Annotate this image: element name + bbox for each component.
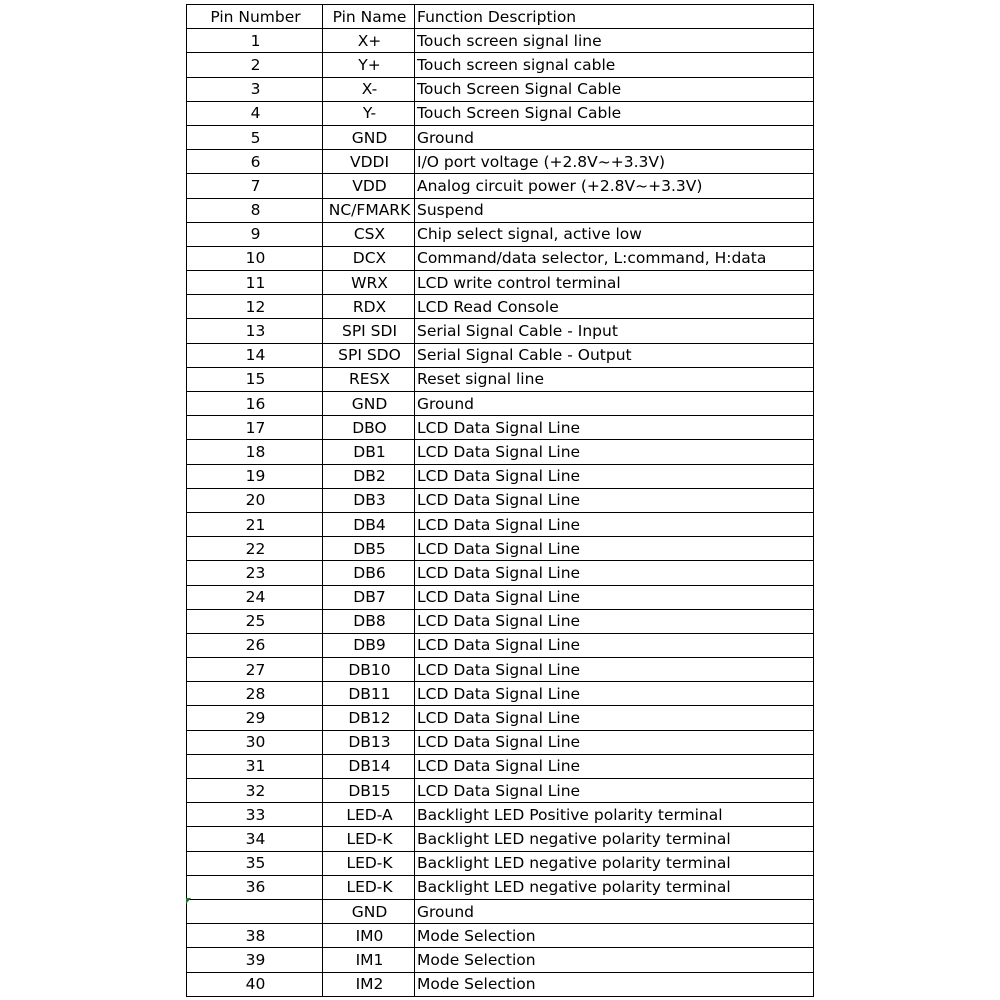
pin-number-cell: 30 [187,730,323,754]
function-description-cell: Touch screen signal cable [415,53,814,77]
table-row [187,174,814,198]
function-description-cell: Reset signal line [415,367,814,391]
function-description-cell: Touch Screen Signal Cable [415,77,814,101]
pin-name-cell: DB15 [323,779,415,803]
function-description-cell: Mode Selection [415,972,814,996]
pin-name-cell: RESX [323,367,415,391]
pin-name-cell: DBO [323,416,415,440]
table-row [187,972,814,996]
table-row [187,875,814,899]
pin-number-cell [187,899,323,923]
table-row [187,827,814,851]
table-row [187,343,814,367]
pin-name-cell: VDD [323,174,415,198]
header-row [187,5,814,29]
pin-name-cell: LED-K [323,827,415,851]
header-pin-name: Pin Name [323,5,415,29]
pin-number-cell: 15 [187,367,323,391]
function-description-cell: Analog circuit power (+2.8V~+3.3V) [415,174,814,198]
pin-name-cell: DB1 [323,440,415,464]
function-description-cell: LCD Data Signal Line [415,537,814,561]
pin-number-cell: 2 [187,53,323,77]
table-row [187,899,814,923]
function-description-cell: LCD Data Signal Line [415,682,814,706]
pin-name-cell: DB11 [323,682,415,706]
table-row [187,440,814,464]
table-row [187,537,814,561]
table-row [187,658,814,682]
pin-name-cell: DB8 [323,609,415,633]
pin-number-cell: 32 [187,779,323,803]
function-description-cell: Backlight LED negative polarity terminal [415,827,814,851]
table-body [187,29,814,997]
function-description-cell: LCD Data Signal Line [415,706,814,730]
pin-number-cell: 18 [187,440,323,464]
table-row [187,803,814,827]
function-description-cell: LCD Data Signal Line [415,488,814,512]
pin-name-cell: IM1 [323,948,415,972]
pin-name-cell: VDDI [323,150,415,174]
pin-number-cell: 22 [187,537,323,561]
table-row [187,319,814,343]
pin-number-cell: 26 [187,633,323,657]
table-row [187,246,814,270]
function-description-cell: LCD Data Signal Line [415,633,814,657]
pin-name-cell: LED-K [323,851,415,875]
table-row [187,924,814,948]
pin-name-cell: DB6 [323,561,415,585]
pin-name-cell: IM2 [323,972,415,996]
pin-number-cell: 17 [187,416,323,440]
pin-name-cell: LED-A [323,803,415,827]
pin-name-cell: GND [323,899,415,923]
function-description-cell: Backlight LED negative polarity terminal [415,851,814,875]
table-row [187,585,814,609]
table-row [187,29,814,53]
pin-number-cell: 16 [187,392,323,416]
table-row [187,125,814,149]
pin-name-cell: Y- [323,101,415,125]
pin-number-cell: 20 [187,488,323,512]
function-description-cell: LCD write control terminal [415,271,814,295]
function-description-cell: Suspend [415,198,814,222]
pin-number-cell: 23 [187,561,323,585]
pin-number-cell: 36 [187,875,323,899]
function-description-cell: Backlight LED Positive polarity terminal [415,803,814,827]
function-description-cell: Serial Signal Cable - Input [415,319,814,343]
pin-name-cell: DB4 [323,512,415,536]
function-description-cell: Backlight LED negative polarity terminal [415,875,814,899]
function-description-cell: Mode Selection [415,948,814,972]
pin-name-cell: DB7 [323,585,415,609]
pin-number-cell: 10 [187,246,323,270]
table-row [187,222,814,246]
pin-name-cell: X- [323,77,415,101]
pin-name-cell: DB3 [323,488,415,512]
function-description-cell: LCD Data Signal Line [415,464,814,488]
table-row [187,53,814,77]
function-description-cell: I/O port voltage (+2.8V~+3.3V) [415,150,814,174]
function-description-cell: LCD Data Signal Line [415,754,814,778]
pin-name-cell: IM0 [323,924,415,948]
pin-name-cell: GND [323,125,415,149]
pin-table [186,4,814,997]
pin-number-cell: 14 [187,343,323,367]
pin-number-cell: 1 [187,29,323,53]
function-description-cell: Touch screen signal line [415,29,814,53]
pin-name-cell: GND [323,392,415,416]
function-description-cell: LCD Data Signal Line [415,561,814,585]
table-row [187,948,814,972]
pin-name-cell: DB2 [323,464,415,488]
pin-number-cell: 31 [187,754,323,778]
function-description-cell: LCD Data Signal Line [415,658,814,682]
pin-number-cell: 28 [187,682,323,706]
table-row [187,392,814,416]
pin-name-cell: DB12 [323,706,415,730]
pin-name-cell: LED-K [323,875,415,899]
pin-number-cell: 33 [187,803,323,827]
pin-name-cell: DB10 [323,658,415,682]
pin-number-cell: 38 [187,924,323,948]
table-row [187,754,814,778]
table-row [187,488,814,512]
function-description-cell: Ground [415,125,814,149]
table-row [187,416,814,440]
pin-number-cell: 5 [187,125,323,149]
cell-corner-marker [186,898,191,904]
pin-number-cell: 25 [187,609,323,633]
pin-name-cell: X+ [323,29,415,53]
table-row [187,609,814,633]
pin-name-cell: DB5 [323,537,415,561]
pin-name-cell: DB13 [323,730,415,754]
pin-number-cell: 29 [187,706,323,730]
pin-number-cell: 34 [187,827,323,851]
pin-name-cell: WRX [323,271,415,295]
pin-name-cell: SPI SDO [323,343,415,367]
pin-name-cell: CSX [323,222,415,246]
pin-number-cell: 40 [187,972,323,996]
table-row [187,851,814,875]
pin-name-cell: SPI SDI [323,319,415,343]
pin-number-cell: 8 [187,198,323,222]
pin-name-cell: RDX [323,295,415,319]
table-row [187,561,814,585]
pin-number-cell: 12 [187,295,323,319]
table-row [187,101,814,125]
pin-number-cell: 7 [187,174,323,198]
function-description-cell: LCD Data Signal Line [415,609,814,633]
function-description-cell: Serial Signal Cable - Output [415,343,814,367]
function-description-cell: Chip select signal, active low [415,222,814,246]
header-function-description: Function Description [415,5,814,29]
pin-number-cell: 6 [187,150,323,174]
function-description-cell: LCD Read Console [415,295,814,319]
function-description-cell: LCD Data Signal Line [415,779,814,803]
table-row [187,730,814,754]
pin-number-cell: 27 [187,658,323,682]
function-description-cell: LCD Data Signal Line [415,585,814,609]
table-row [187,150,814,174]
table-row [187,633,814,657]
pin-name-cell: DB9 [323,633,415,657]
function-description-cell: LCD Data Signal Line [415,416,814,440]
pin-name-cell: Y+ [323,53,415,77]
pin-name-cell: NC/FMARK [323,198,415,222]
function-description-cell: Command/data selector, L:command, H:data [415,246,814,270]
function-description-cell: LCD Data Signal Line [415,512,814,536]
pin-name-cell: DCX [323,246,415,270]
pin-number-cell: 21 [187,512,323,536]
pin-number-cell: 19 [187,464,323,488]
table-row [187,198,814,222]
pin-number-cell: 39 [187,948,323,972]
pin-number-cell: 3 [187,77,323,101]
table-row [187,271,814,295]
header-pin-number: Pin Number [187,5,323,29]
table-row [187,295,814,319]
table-row [187,706,814,730]
pin-number-cell: 4 [187,101,323,125]
pin-name-cell: DB14 [323,754,415,778]
table-row [187,512,814,536]
pin-number-cell: 9 [187,222,323,246]
function-description-cell: Mode Selection [415,924,814,948]
function-description-cell: Ground [415,392,814,416]
pin-number-cell: 11 [187,271,323,295]
function-description-cell: Touch Screen Signal Cable [415,101,814,125]
pin-number-cell: 35 [187,851,323,875]
table-row [187,464,814,488]
table-row [187,779,814,803]
table-row [187,77,814,101]
function-description-cell: LCD Data Signal Line [415,730,814,754]
pin-number-cell: 13 [187,319,323,343]
table-row [187,682,814,706]
function-description-cell: LCD Data Signal Line [415,440,814,464]
table-row [187,367,814,391]
function-description-cell: Ground [415,899,814,923]
pin-number-cell: 24 [187,585,323,609]
